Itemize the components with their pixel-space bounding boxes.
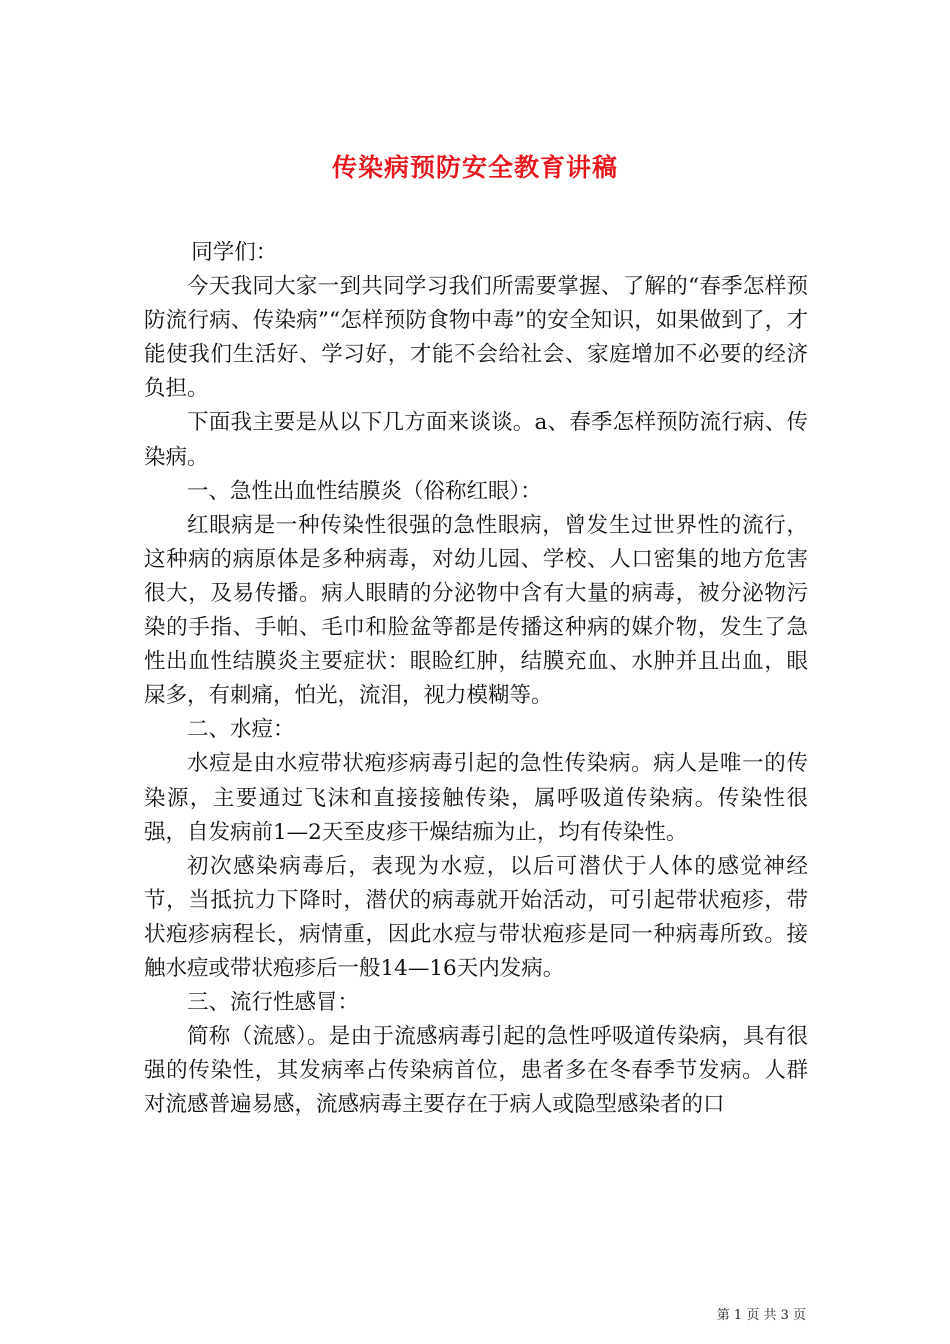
document-body <box>144 236 808 1122</box>
outline-paragraph: 下面我主要是从以下几方面来谈谈。a、春季怎样预防流行病、传染病。 <box>144 410 808 470</box>
conjunctivitis-paragraph: 红眼病是一种传染性很强的急性眼病，曾发生过世界性的流行，这种病的病原体是多种病毒，对幼儿园、学校、人口密集的地方危害很大，及易传播。病人眼睛的分泌物中含有大量的病毒，被分泌物污染的手指、手帕、毛巾和脸盆等都是传播这种病的媒介物，发生了急性出血性结膜炎主要症状：眼睑红肿，结膜充血、水肿并且出血，眼屎多，有刺痛，怕光，流泪，视力模糊等。 <box>144 512 808 709</box>
section-heading-influenza: 三、流行性感冒： <box>187 990 360 1016</box>
section-heading-conjunctivitis: 一、急性出血性结膜炎（俗称红眼）： <box>187 478 542 504</box>
page-title: 传染病预防安全教育讲稿 <box>331 152 618 182</box>
influenza-paragraph: 简称（流感）。是由于流感病毒引起的急性呼吸道传染病，具有很强的传染性，其发病率占传染病首位，患者多在冬春季节发病。人群对流感普遍易感，流感病毒主要存在于病人或隐型感染者的口 <box>144 1024 808 1118</box>
greeting-paragraph: 同学们： <box>191 240 278 265</box>
chickenpox-paragraph: 水痘是由水痘带状疱疹病毒引起的急性传染病。病人是唯一的传染源，主要通过飞沫和直接接触传染，属呼吸道传染病。传染性很强，自发病前1—2天至皮疹干燥结痂为止，均有传染性。 <box>144 751 808 845</box>
section-heading-chickenpox: 二、水痘： <box>187 717 295 743</box>
chickenpox-detail-paragraph: 初次感染病毒后，表现为水痘，以后可潜伏于人体的感觉神经节，当抵抗力下降时，潜伏的病毒就开始活动，可引起带状疱疹，带状疱疹病程长，病情重，因此水痘与带状疱疹是同一种病毒所致。接触水痘或带状疱疹后一般14—16天内发病。 <box>144 853 808 981</box>
intro-paragraph: 今天我同大家一到共同学习我们所需要掌握、了解的“春季怎样预防流行病、传染病”“怎样预防食物中毒”的安全知识，如果做到了，才能使我们生活好、学习好，才能不会给社会、家庭增加不必要的经济负担。 <box>144 274 808 402</box>
page-number: 第 1 页 共 3 页 <box>716 1308 806 1323</box>
